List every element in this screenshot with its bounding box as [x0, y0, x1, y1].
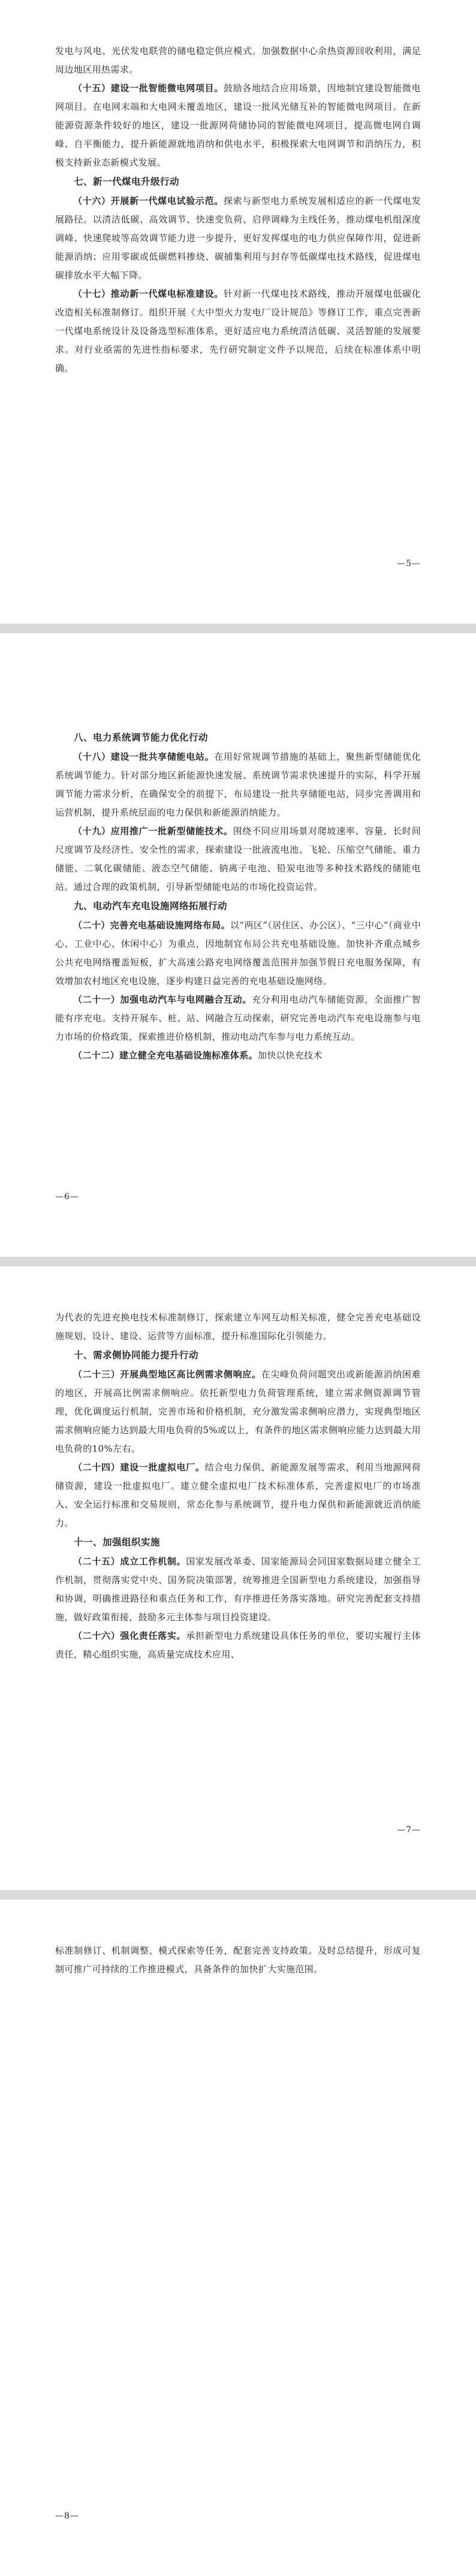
paragraph-text: 探索与新型电力系统发展相适应的新一代煤电发展路径。以清洁低碳、高效调节、快速变负荷、启停调峰为主线任务，推动煤电机组深度调峰、快速爬坡等高效调节能力进一步提升，更好发挥煤电的电力供应保障作用，促进新能源消纳；应用零碳或低碳燃料掺烧、碳捕集利用与封存等低碳煤电技术路线，促进煤电碳排放水平大幅下降。	[55, 195, 421, 281]
item-lead: （二十）完善充电基础设施网络布局。	[73, 920, 230, 931]
paragraph	[55, 1942, 421, 1979]
item-lead: （二十二）建立健全充电基础设施标准体系。	[73, 1050, 258, 1061]
section-heading: 十、需求侧协同能力提升行动	[74, 1350, 199, 1361]
paragraph-text: 发电与风电、光伏发电联营的储电稳定供应模式。加强数据中心余热资源回收利用，满足周边地区用热需求。	[55, 46, 421, 75]
paragraph-text: 针对新一代煤电技术路线，推动开展煤电低碳化改造相关标准制修订。组织开展《大中型火力发电厂设计规范》等修订工作，重点完善新一代煤电系统设计及设备选型标准体系，更好适应电力系统清洁低碳、灵活智能的发展要求。对行业亟需的先进性指标要求，先行研究制定文件予以规范，后续在标准体系中明确。	[55, 288, 421, 374]
page-number: —5—	[397, 559, 421, 568]
paragraph	[55, 916, 421, 991]
page-number: —7—	[397, 1825, 421, 1835]
paragraph-text: 为代表的先进充换电技术标准制修订，探索建立车网互动相关标准，健全完善充电基础设施规划、设计、建设、运营等方面标准，提升标准国际化引领能力。	[55, 1312, 421, 1341]
paragraph	[55, 1552, 421, 1627]
item-lead: （十八）建设一批共享储能电站。	[73, 751, 215, 762]
paragraph	[55, 1627, 421, 1664]
paragraph-text: 结合电力保供、新能源发展等需求，利用当地源网荷储资源，建设一批虚拟电厂。建立健全虚拟电厂技术标准体系，完善虚拟电厂的市场准入、安全运行标准和交易规则，常态化参与系统调节，提升电力保供和新能源就近消纳能力。	[55, 1462, 421, 1528]
document-page	[0, 0, 476, 624]
paragraph	[55, 42, 421, 79]
item-lead: （二十四）建设一批虚拟电厂。	[73, 1462, 205, 1473]
item-lead: （十六）开展新一代煤电试验示范。	[73, 195, 224, 206]
document-page	[0, 1900, 476, 2576]
paragraph	[55, 192, 421, 285]
paragraph	[55, 1365, 421, 1458]
paragraph-text: 在用好常规调节措施的基础上，聚焦新型储能优化系统调节能力。针对部分地区新能源快速发展、系统调节需求快速提升的实际，科学开展调节能力需求分析，在确保安全的前提下，布局建设一批共享储能电站，同步完善调用和运营机制，提升系统层面的电力保供和新能源消纳能力。	[55, 751, 421, 818]
paragraph-text: 标准制修订、机制调整、模式探索等任务，配套完善支持政策。及时总结提升，形成可复制可推广可持续的工作推进模式，具备条件的加快扩大实施范围。	[55, 1945, 421, 1975]
item-lead: （十九）应用推广一批新型储能技术。	[73, 826, 233, 836]
item-lead: （二十五）成立工作机制。	[73, 1556, 186, 1567]
item-lead: （二十六）强化责任落实。	[73, 1630, 186, 1641]
paragraph-text: 鼓励各地结合应用场景，因地制宜建设智能微电网项目。在电网末端和大电网未覆盖地区，建设一批风光储互补的智能微电网项目。在新能源资源条件较好的地区，建设一批源网荷储协同的智能微电网项目，提高微电网自调峰、自平衡能力，提升新能源就地消纳和供电水平，积极探索大电网调节和消纳压力，积极支持新业态新模式发展。	[55, 83, 421, 168]
section-heading: 九、电动汽车充电设施网络拓展行动	[74, 901, 228, 911]
paragraph	[55, 285, 421, 378]
page-number: —6—	[55, 1192, 79, 1202]
paragraph	[55, 1308, 421, 1346]
page-number: —8—	[55, 2511, 79, 2521]
paragraph	[55, 822, 421, 896]
paragraph	[55, 79, 421, 172]
paragraph-text: 承担新型电力系统建设具体任务的单位，要切实履行主体责任，精心组织实施，高质量完成技术应用、	[55, 1630, 421, 1660]
paragraph-text: 以“两区”（居住区、办公区）、“三中心”（商业中心、工业中心、休闲中心）为重点，因地制宜布局公共充电基础设施。加快补齐重点城乡公共充电网络覆盖短板，扩大高速公路充电网络覆盖范围并加强节假日充电服务保障，有效增加农村地区充电设施，逐步构建日益完善的充电基础设施网络。	[55, 920, 421, 986]
paragraph	[55, 1046, 421, 1065]
item-lead: （十五）建设一批智能微电网项目。	[73, 83, 224, 94]
item-lead: （二十一）加强电动汽车与电网融合互动。	[73, 994, 252, 1005]
section-heading: 八、电力系统调节能力优化行动	[74, 732, 209, 743]
paragraph-text: 在尖峰负荷问题突出或新能源消纳困难的地区，开展高比例需求侧响应。依托新型电力负荷管理系统，建立需求侧资源调节管理，优化调度运行机制，完善市场和价格机制，充分激发需求侧响应潜力，实现典型地区需求侧响应能力达到最大用电负荷的5%或以上，有条件的地区需求侧响应能力达到最大用电负荷的10%左右。	[55, 1369, 421, 1454]
paragraph-text: 围绕不同应用场景对爬坡速率、容量、长时间尺度调节及经济性、安全性的需求，探索建设一批液流电池、飞轮、压缩空气储能、重力储能、二氧化碳储能、液态空气储能、钠离子电池、铅炭电池等多种技术路线的储能电站。通过合理的政策机制，引导新型储能电站的市场化投资运营。	[55, 826, 421, 892]
item-lead: （十七）推动新一代煤电标准建设。	[73, 288, 224, 299]
document-page	[0, 633, 476, 1257]
item-lead: （二十三）开展典型地区高比例需求侧响应。	[73, 1369, 261, 1380]
section-heading: 七、新一代煤电升级行动	[74, 176, 180, 187]
paragraph	[55, 991, 421, 1046]
document-page	[0, 1266, 476, 1890]
paragraph-text: 加快以快充技术	[258, 1050, 323, 1061]
paragraph	[55, 1458, 421, 1533]
paragraph-text: 充分利用电动汽车储能资源，全面推广智能有序充电。支持开展车、桩、站、网融合互动探索，研究完善电动汽车充电设施参与电力市场的价格政策，探索推进价格机制，推动电动汽车参与电力系统互动。	[55, 994, 421, 1042]
section-heading: 十一、加强组织实施	[74, 1537, 161, 1548]
paragraph	[55, 748, 421, 822]
paragraph-text: 国家发展改革委、国家能源局会同国家数据局建立健全工作机制，贯彻落实党中央、国务院决策部署，统筹推进全国新型电力系统建设，加强指导和协调，明确推进路径和重点任务和工作，有序推进任务落实落地。研究完善配套支持措施，做好政策衔接，鼓励多元主体参与项目投资建设。	[55, 1556, 421, 1623]
